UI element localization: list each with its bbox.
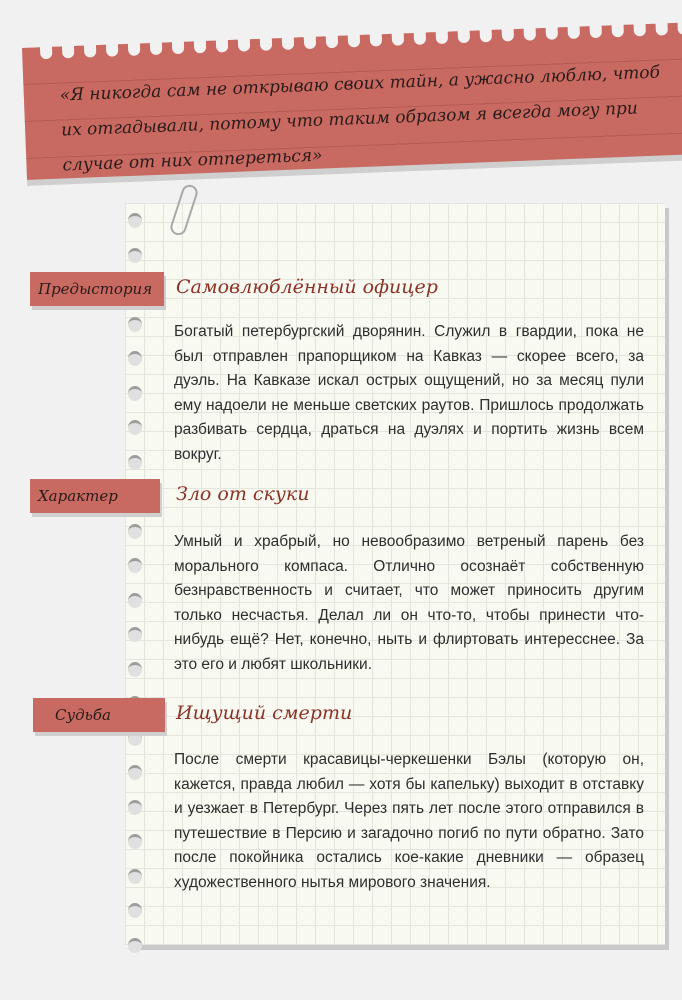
- ring-hole: [128, 765, 142, 780]
- ring-hole: [128, 248, 142, 263]
- ring-hole: [128, 593, 142, 608]
- hole: [326, 30, 339, 48]
- ring-hole: [128, 938, 142, 953]
- hole: [282, 32, 295, 50]
- ring-hole: [128, 420, 142, 435]
- hole: [150, 37, 163, 55]
- hole: [545, 21, 558, 39]
- hole: [457, 25, 470, 43]
- hole: [40, 41, 53, 59]
- hole: [523, 22, 536, 40]
- hole: [106, 38, 119, 56]
- quote-text: «Я никогда сам не открываю своих тайн, а ужасно люблю, чтоб их отгадывали, потому что таким образом я всегда могу при случае от них отпереться»: [59, 62, 661, 176]
- ring-hole: [128, 662, 142, 677]
- ring-hole: [128, 558, 142, 573]
- hole: [501, 23, 514, 41]
- ring-hole: [128, 800, 142, 815]
- hole: [216, 34, 229, 52]
- hole: [611, 19, 624, 37]
- tag-backstory: Предыстория: [30, 272, 164, 306]
- hole: [633, 18, 646, 36]
- section-heading-fate: Ищущий смерти: [176, 702, 353, 724]
- hole: [589, 20, 602, 38]
- tag-fate: Судьба: [33, 698, 165, 732]
- section-body-fate: После смерти красавицы-черкешенки Бэлы (которую он, кажется, правда любил — хотя бы капельку) выходит в отставку и уезжает в Петербург. Через пять лет после этого отправился в путешествие в Персию и загадочно погиб по пути обратно. Зато после покойника остались кое-какие дневники — образец художественного нытья мирового значения.: [174, 751, 644, 891]
- ring-hole: [128, 627, 142, 642]
- hole: [370, 28, 383, 46]
- hole: [413, 26, 426, 44]
- section-body-backstory: Богатый петербургский дворянин. Служил в гвардии, пока не был отправлен прапорщиком на Кавказ — скорее всего, за дуэль. На Кавказе искал острых ощущений, но за месяц пули ему надоели не меньше светских раутов. Пришлось продолжать разбивать сердца, драться на дуэлях и портить жизнь всем вокруг.: [174, 323, 644, 463]
- quote-banner: [22, 21, 682, 180]
- ring-hole: [128, 351, 142, 366]
- hole: [172, 36, 185, 54]
- ring-hole: [128, 524, 142, 539]
- hole: [194, 35, 207, 53]
- ring-hole: [128, 213, 142, 228]
- ring-hole: [128, 834, 142, 849]
- hole: [435, 26, 448, 44]
- hole: [238, 33, 251, 51]
- ring-hole: [128, 731, 142, 746]
- hole: [567, 21, 580, 39]
- notepad-holes: [40, 15, 682, 63]
- hole: [304, 31, 317, 49]
- hole: [62, 40, 75, 58]
- section-body-character: Умный и храбрый, но невообразимо ветреный парень без морального компаса. Отлично осознаёт собственную безнравственность и считает, что может приносить другим только несчастья. Делал ли он что-то, чтобы принести что-нибудь ещё? Нет, конечно, ныть и флиртовать интересснее. За это его и любят школьники.: [174, 533, 644, 673]
- hole: [677, 16, 682, 34]
- ring-hole: [128, 455, 142, 470]
- hole: [391, 27, 404, 45]
- ring-hole: [128, 317, 142, 332]
- hole: [479, 24, 492, 42]
- tag-character: Характер: [30, 479, 160, 513]
- hole: [84, 39, 97, 57]
- section-heading-character: Зло от скуки: [176, 483, 310, 505]
- hole: [260, 32, 273, 50]
- ring-hole: [128, 903, 142, 918]
- ring-hole: [128, 386, 142, 401]
- hole: [128, 37, 141, 55]
- section-heading-backstory: Самовлюблённый офицер: [176, 276, 438, 298]
- ring-hole: [128, 869, 142, 884]
- hole: [348, 29, 361, 47]
- hole: [655, 17, 668, 35]
